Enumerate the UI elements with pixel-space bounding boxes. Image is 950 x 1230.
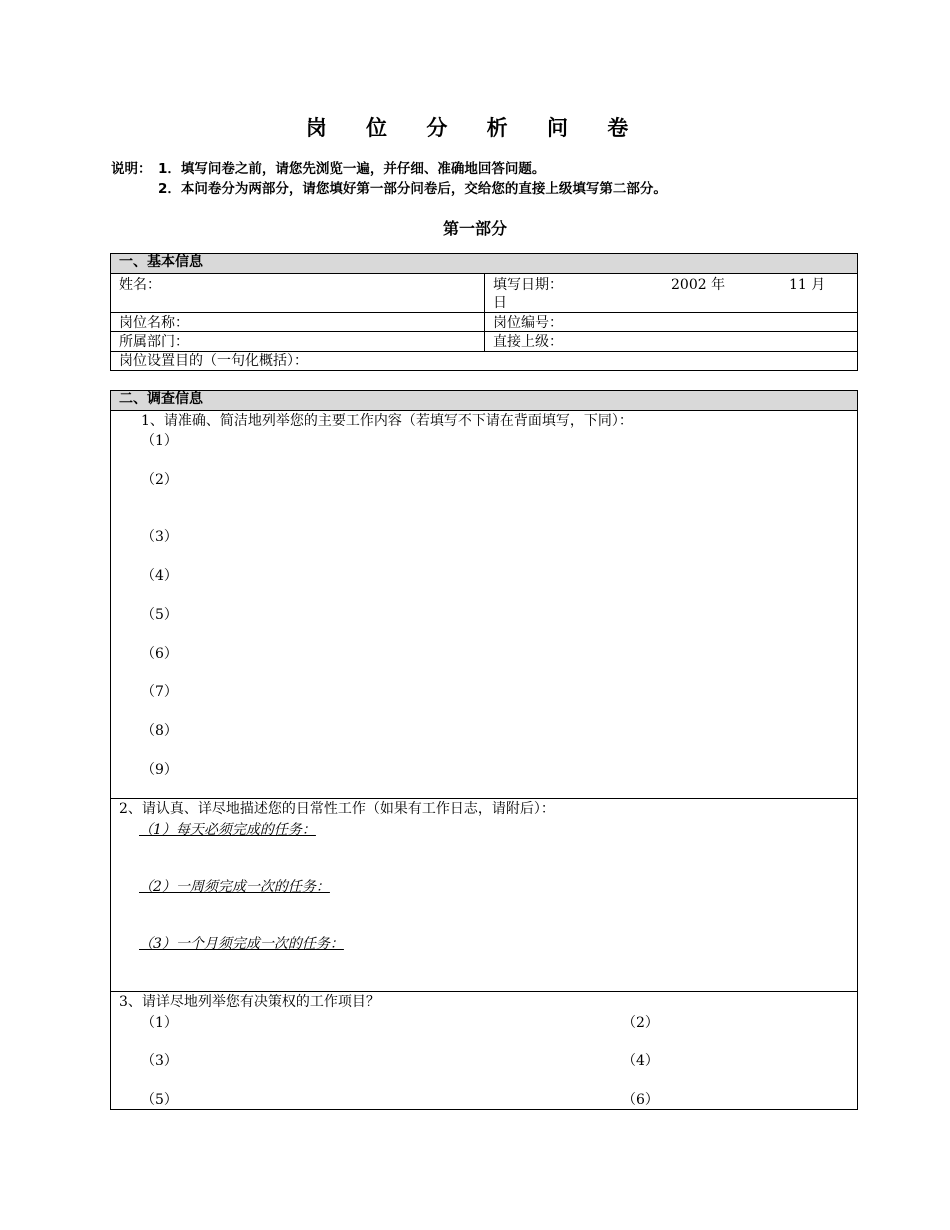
q3-item-5[interactable]: （5） <box>141 1092 178 1108</box>
question-2: 2、请认真、详尽地描述您的日常性工作（如果有工作日志，请附后）： <box>119 801 555 817</box>
instruction-line-1: 1．填写问卷之前，请您先浏览一遍，并仔细、准确地回答问题。 <box>158 161 546 177</box>
row-divider <box>110 798 858 799</box>
q3-item-3[interactable]: （3） <box>141 1053 178 1069</box>
q1-item-8[interactable]: （8） <box>141 723 178 739</box>
question-1: 1、请准确、简洁地列举您的主要工作内容（若填写不下请在背面填写，下同）： <box>141 413 633 429</box>
row-divider <box>110 351 858 352</box>
position-name-field-label[interactable]: 岗位名称： <box>119 315 189 331</box>
part-title: 第一部分 <box>442 219 507 238</box>
date-year: 2002 年 <box>671 277 726 293</box>
instruction-line-2: 2．本问卷分为两部分，请您填好第一部分问卷后，交给您的直接上级填写第二部分。 <box>158 181 667 197</box>
position-purpose-field-label[interactable]: 岗位设置目的（一句化概括）： <box>119 353 308 369</box>
q1-item-4[interactable]: （4） <box>141 568 178 584</box>
basic-info-header: 一、基本信息 <box>111 254 857 274</box>
q2-daily-tasks[interactable]: （1）每天必须完成的任务： <box>139 822 316 838</box>
name-field-label[interactable]: 姓名： <box>119 277 161 293</box>
supervisor-field-label[interactable]: 直接上级： <box>493 334 563 350</box>
row-divider <box>110 991 858 992</box>
question-3: 3、请详尽地列举您有决策权的工作项目？ <box>119 994 380 1010</box>
date-field-label[interactable]: 填写日期： <box>493 277 563 293</box>
instructions-prefix: 说明： <box>111 161 152 177</box>
q1-item-5[interactable]: （5） <box>141 607 178 623</box>
date-day: 日 <box>493 295 507 311</box>
q3-item-1[interactable]: （1） <box>141 1015 178 1031</box>
q1-item-6[interactable]: （6） <box>141 646 178 662</box>
q1-item-3[interactable]: （3） <box>141 529 178 545</box>
survey-info-header: 二、调查信息 <box>111 391 857 411</box>
q2-monthly-tasks[interactable]: （3）一个月须完成一次的任务： <box>139 936 344 952</box>
department-field-label[interactable]: 所属部门： <box>119 334 189 350</box>
q1-item-1[interactable]: （1） <box>141 433 178 449</box>
q2-weekly-tasks[interactable]: （2）一周须完成一次的任务： <box>139 879 330 895</box>
q1-item-9[interactable]: （9） <box>141 762 178 778</box>
date-month: 11 月 <box>789 277 826 293</box>
column-divider <box>484 273 485 351</box>
q3-item-4[interactable]: （4） <box>622 1053 659 1069</box>
q3-item-6[interactable]: （6） <box>622 1092 659 1108</box>
q3-item-2[interactable]: （2） <box>622 1015 659 1031</box>
q1-item-2[interactable]: （2） <box>141 472 178 488</box>
position-number-field-label[interactable]: 岗位编号： <box>493 315 563 331</box>
page-title: 岗 位 分 析 问 卷 <box>305 116 645 140</box>
q1-item-7[interactable]: （7） <box>141 684 178 700</box>
